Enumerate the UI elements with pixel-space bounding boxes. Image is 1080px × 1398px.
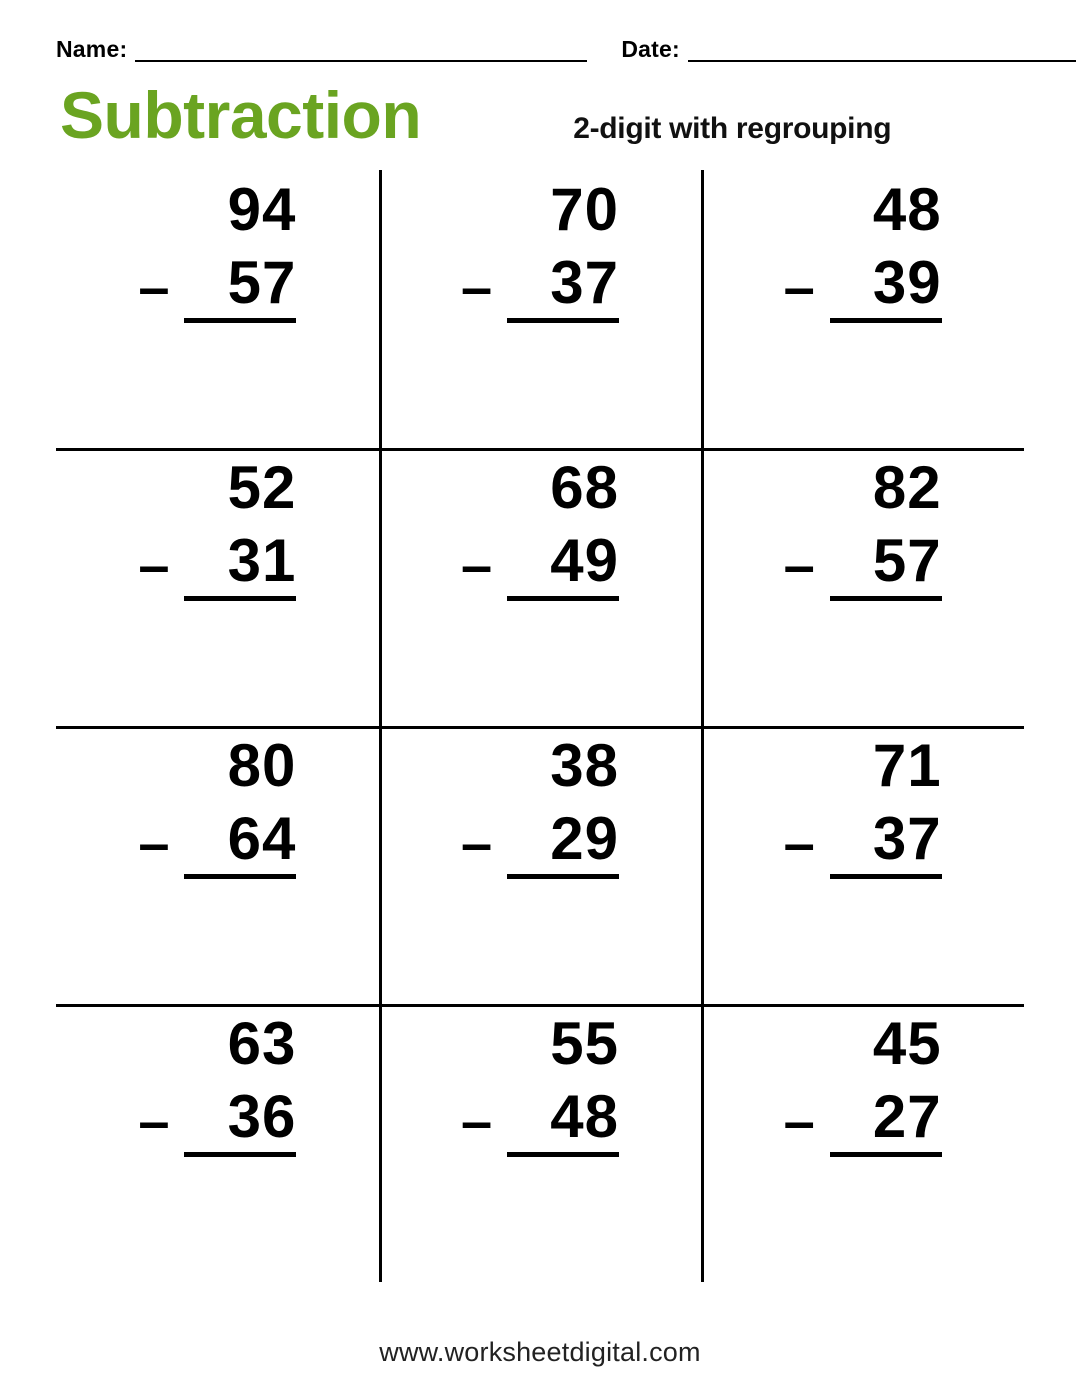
minuend-value: 70 [550, 176, 619, 243]
subtraction-problem [138, 456, 296, 726]
subtraction-problem [138, 1012, 296, 1282]
minus-sign-icon: – [783, 532, 815, 596]
problem-cell [56, 170, 379, 448]
problem-cell [56, 726, 379, 1004]
minus-sign-icon: – [460, 810, 493, 874]
minuend-line [138, 456, 296, 529]
name-label: Name: [56, 36, 128, 62]
minuend-line [784, 734, 942, 807]
minuend-value: 55 [550, 1010, 619, 1077]
minuend-line [461, 734, 619, 807]
problem-cell [379, 1004, 702, 1282]
subtraction-problem [138, 178, 296, 448]
subtrahend-value: 64 [184, 807, 296, 879]
minuend-value: 82 [872, 454, 942, 521]
footer-website: www.worksheetdigital.com [379, 1337, 701, 1367]
date-field[interactable] [621, 38, 1076, 64]
subtraction-problem [461, 178, 619, 448]
problem-grid [56, 170, 1024, 1282]
date-label: Date: [621, 36, 680, 62]
minuend-value: 71 [872, 732, 942, 799]
minuend-value: 80 [227, 732, 297, 799]
subtrahend-value: 49 [507, 529, 619, 601]
minuend-value: 63 [227, 1010, 297, 1077]
problem-cell [379, 726, 702, 1004]
minuend-line [461, 456, 619, 529]
name-write-line[interactable] [135, 60, 587, 62]
subtraction-problem [461, 1012, 619, 1282]
subtrahend-line [460, 526, 619, 601]
minuend-line [461, 178, 619, 251]
subtrahend-value: 31 [184, 529, 296, 601]
subtraction-problem [461, 456, 619, 726]
name-field[interactable] [56, 38, 587, 64]
subtrahend-line [783, 526, 942, 601]
minuend-line [784, 1012, 942, 1085]
minus-sign-icon: – [783, 810, 815, 874]
subtraction-problem [784, 178, 942, 448]
subtraction-problem [784, 734, 942, 1004]
minus-sign-icon: – [138, 254, 170, 318]
page-subtitle: 2-digit with regrouping [573, 112, 892, 145]
minuend-value: 48 [872, 176, 942, 243]
subtrahend-value: 29 [507, 807, 619, 879]
subtrahend-line [460, 248, 619, 323]
problem-cell [56, 448, 379, 726]
date-write-line[interactable] [688, 60, 1076, 62]
minuend-value: 45 [872, 1010, 942, 1077]
subtraction-problem [784, 456, 942, 726]
problem-row [56, 170, 1024, 448]
problem-cell [701, 170, 1024, 448]
problem-row [56, 726, 1024, 1004]
minus-sign-icon: – [138, 1088, 170, 1152]
subtraction-problem [461, 734, 619, 1004]
subtrahend-value: 57 [184, 251, 296, 323]
minuend-value: 38 [550, 732, 619, 799]
problem-cell [701, 448, 1024, 726]
subtrahend-value: 57 [830, 529, 942, 601]
minuend-line [784, 178, 942, 251]
problem-cell [701, 726, 1024, 1004]
minuend-line [461, 1012, 619, 1085]
subtraction-problem [138, 734, 296, 1004]
subtrahend-value: 37 [830, 807, 942, 879]
minus-sign-icon: – [783, 254, 815, 318]
title-row [56, 78, 1024, 152]
subtrahend-line [783, 804, 942, 879]
problem-cell [701, 1004, 1024, 1282]
minuend-value: 68 [550, 454, 619, 521]
minuend-value: 52 [227, 454, 297, 521]
minuend-value: 94 [227, 176, 297, 243]
minus-sign-icon: – [460, 254, 493, 318]
problem-row [56, 1004, 1024, 1282]
minuend-line [138, 734, 296, 807]
problem-cell [56, 1004, 379, 1282]
minus-sign-icon: – [138, 810, 170, 874]
subtrahend-line [138, 526, 297, 601]
subtrahend-value: 37 [507, 251, 619, 323]
page-title: Subtraction [60, 78, 422, 152]
subtrahend-line [138, 804, 297, 879]
minuend-line [138, 178, 296, 251]
minuend-line [784, 456, 942, 529]
subtrahend-line [783, 1082, 942, 1157]
subtrahend-line [460, 804, 619, 879]
subtrahend-value: 48 [507, 1085, 619, 1157]
problem-cell [379, 448, 702, 726]
subtrahend-value: 39 [830, 251, 942, 323]
minus-sign-icon: – [783, 1088, 815, 1152]
subtrahend-line [138, 1082, 297, 1157]
subtrahend-line [783, 248, 942, 323]
subtraction-problem [784, 1012, 942, 1282]
subtrahend-value: 27 [830, 1085, 942, 1157]
minus-sign-icon: – [460, 1088, 493, 1152]
subtrahend-line [460, 1082, 619, 1157]
problem-row [56, 448, 1024, 726]
subtrahend-value: 36 [184, 1085, 296, 1157]
minus-sign-icon: – [460, 532, 493, 596]
student-info-row [56, 0, 1024, 64]
problem-cell [379, 170, 702, 448]
minuend-line [138, 1012, 296, 1085]
subtrahend-line [138, 248, 297, 323]
minus-sign-icon: – [138, 532, 170, 596]
